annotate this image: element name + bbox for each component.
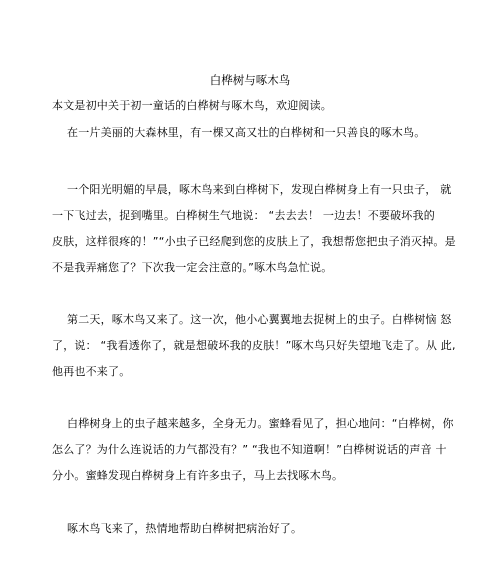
paragraph-2-line-3: 皮肤，这样很疼的！”“小虫子已经爬到您的皮肤上了，我想帮您把虫子消灭掉。是 bbox=[52, 235, 456, 248]
paragraph-3-line-1: 第二天，啄木鸟又来了。这一次，他小心翼翼地去捉树上的虫子。白桦树恼 怒 bbox=[67, 313, 452, 326]
paragraph-2-line-4: 不是我弄痛您了？下次我一定会注意的。”啄木鸟急忙说。 bbox=[52, 261, 333, 274]
paragraph-4-line-3: 分小。蜜蜂发现白桦树身上有许多虫子，马上去找啄木鸟。 bbox=[52, 469, 344, 482]
paragraph-5-line-1: 啄木鸟飞来了，热情地帮助白桦树把病治好了。 bbox=[67, 522, 303, 535]
paragraph-4-line-1: 白桦树身上的虫子越来越多，全身无力。蜜蜂看见了，担心地问：“白桦树，你 bbox=[67, 417, 454, 430]
paragraph-3-line-3: 他再也不来了。 bbox=[52, 365, 131, 378]
paragraph-4-line-2: 怎么了？为什么连说话的力气都没有？” “我也不知道啊！”白桦树说话的声音 十 bbox=[52, 443, 447, 456]
paragraph-3-line-2: 了，说： “我看透你了，就是想破坏我的皮肤！”啄木鸟只好失望地飞走了。从 此, bbox=[52, 339, 456, 352]
paragraph-2-line-1: 一个阳光明媚的早晨，啄木鸟来到白桦树下，发现白桦树身上有一只虫子， 就 bbox=[67, 183, 452, 196]
paragraph-2-line-2: 一下飞过去，捉到嘴里。白桦树生气地说： “去去去！ 一边去！不要破坏我的 bbox=[52, 209, 435, 222]
paragraph-1-line-1: 在一片美丽的大森林里，有一棵又高又壮的白桦树和一只善良的啄木鸟。 bbox=[67, 126, 426, 139]
intro-line: 本文是初中关于初一童话的白桦树与啄木鸟，欢迎阅读。 bbox=[52, 99, 332, 112]
document-title: 白桦树与啄木鸟 bbox=[209, 73, 291, 87]
